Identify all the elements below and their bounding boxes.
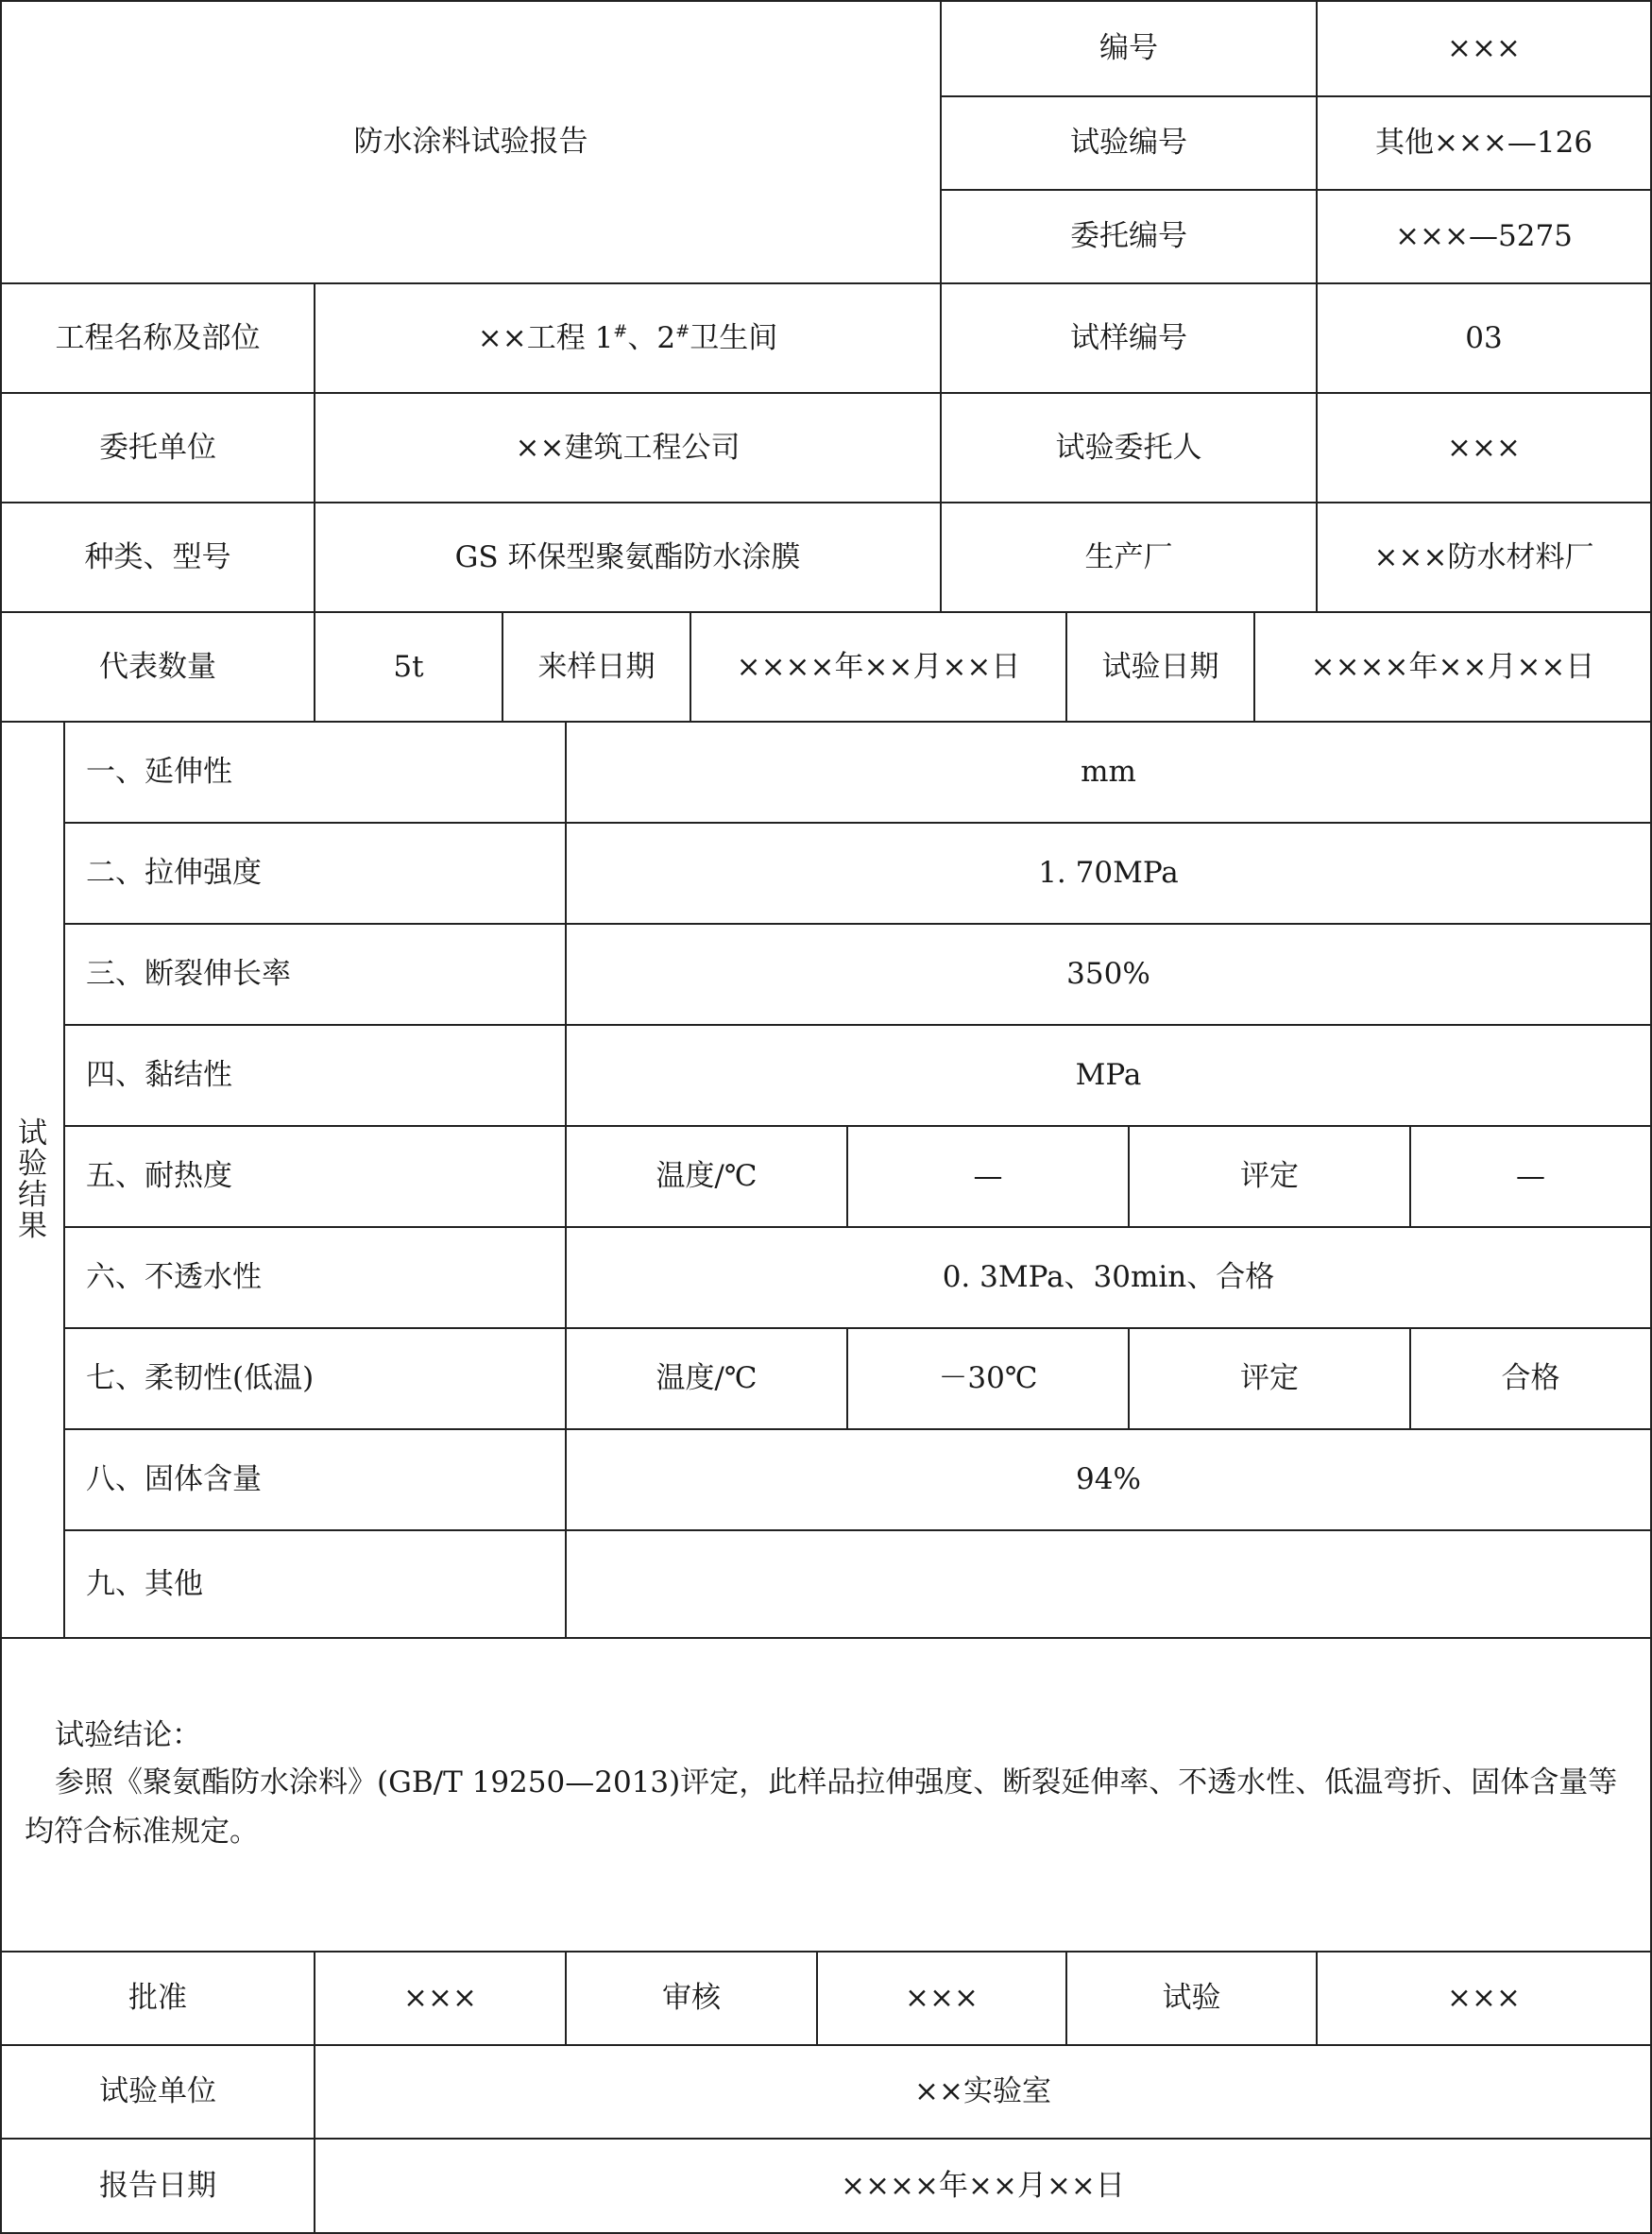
project-value-part-b: 、2 [627,320,676,355]
qty-value: 5t [314,611,503,723]
flex-eval-value: 合格 [1409,1327,1652,1430]
flex-eval-label: 评定 [1128,1327,1411,1430]
results-label-char: 果 [18,1208,47,1243]
tensile-label: 二、拉伸强度 [63,822,567,925]
entrust-no-value: ×××—5275 [1316,189,1652,284]
adhesion-value: MPa [565,1024,1652,1127]
elongation-value: mm [565,721,1652,824]
flex-temp-value: －30℃ [846,1327,1130,1430]
solid-label: 八、固体含量 [63,1428,567,1531]
project-sup-2: # [675,321,690,342]
report-title: 防水涂料试验报告 [0,0,942,284]
other-value [565,1529,1652,1639]
approve-value: ××× [314,1951,567,2046]
type-label: 种类、型号 [0,502,315,613]
number-value: ××× [1316,0,1652,97]
conclusion-title: 试验结论： [55,1718,201,1752]
test-sign-label: 试验 [1065,1951,1318,2046]
test-sign-value: ××× [1316,1951,1652,2046]
review-label: 审核 [565,1951,818,2046]
unit-label: 试验单位 [0,2044,315,2140]
flex-temp-label: 温度/℃ [565,1327,848,1430]
conclusion-box [0,1637,1652,1953]
report-date-label: 报告日期 [0,2138,315,2234]
project-sup-1: # [613,321,628,342]
conclusion-body: 参照《聚氨酯防水涂料》(GB/T 19250—2013)评定，此样品拉伸强度、断裂延伸率、不透水性、低温弯折、固体含量等均符合标准规定。 [25,1765,1618,1849]
break-value: 350% [565,923,1652,1026]
results-label-char: 结 [18,1178,47,1212]
heat-eval-value: — [1409,1125,1652,1228]
sample-no-value: 03 [1316,282,1652,394]
maker-label: 生产厂 [940,502,1318,613]
results-section-label [0,721,65,1639]
client-person-value: ××× [1316,392,1652,503]
test-no-label: 试验编号 [940,95,1318,191]
adhesion-label: 四、黏结性 [63,1024,567,1127]
other-label: 九、其他 [63,1529,567,1639]
project-value [314,282,942,394]
number-label: 编号 [940,0,1318,97]
elongation-label: 一、延伸性 [63,721,567,824]
heat-temp-label: 温度/℃ [565,1125,848,1228]
approve-label: 批准 [0,1951,315,2046]
results-label-char: 验 [18,1147,47,1182]
qty-label: 代表数量 [0,611,315,723]
sample-date-value: ××××年××月××日 [690,611,1067,723]
results-label-char: 试 [18,1116,47,1151]
maker-value: ×××防水材料厂 [1316,502,1652,613]
flex-label: 七、柔韧性(低温) [63,1327,567,1430]
test-date-value: ××××年××月××日 [1253,611,1652,723]
project-label: 工程名称及部位 [0,282,315,394]
review-value: ××× [816,1951,1067,2046]
water-value: 0. 3MPa、30min、合格 [565,1226,1652,1329]
sample-date-label: 来样日期 [502,611,691,723]
entrust-no-label: 委托编号 [940,189,1318,284]
sample-no-label: 试样编号 [940,282,1318,394]
test-date-label: 试验日期 [1065,611,1255,723]
client-label: 委托单位 [0,392,315,503]
water-label: 六、不透水性 [63,1226,567,1329]
project-value-part-c: 卫生间 [690,320,778,355]
unit-value: ××实验室 [314,2044,1652,2140]
break-label: 三、断裂伸长率 [63,923,567,1026]
report-date-value: ××××年××月××日 [314,2138,1652,2234]
type-value: GS 环保型聚氨酯防水涂膜 [314,502,942,613]
test-no-value: 其他×××—126 [1316,95,1652,191]
solid-value: 94% [565,1428,1652,1531]
heat-label: 五、耐热度 [63,1125,567,1228]
heat-eval-label: 评定 [1128,1125,1411,1228]
tensile-value: 1. 70MPa [565,822,1652,925]
heat-temp-value: — [846,1125,1130,1228]
client-value: ××建筑工程公司 [314,392,942,503]
client-person-label: 试验委托人 [940,392,1318,503]
project-value-part-a: ××工程 1 [477,320,614,355]
